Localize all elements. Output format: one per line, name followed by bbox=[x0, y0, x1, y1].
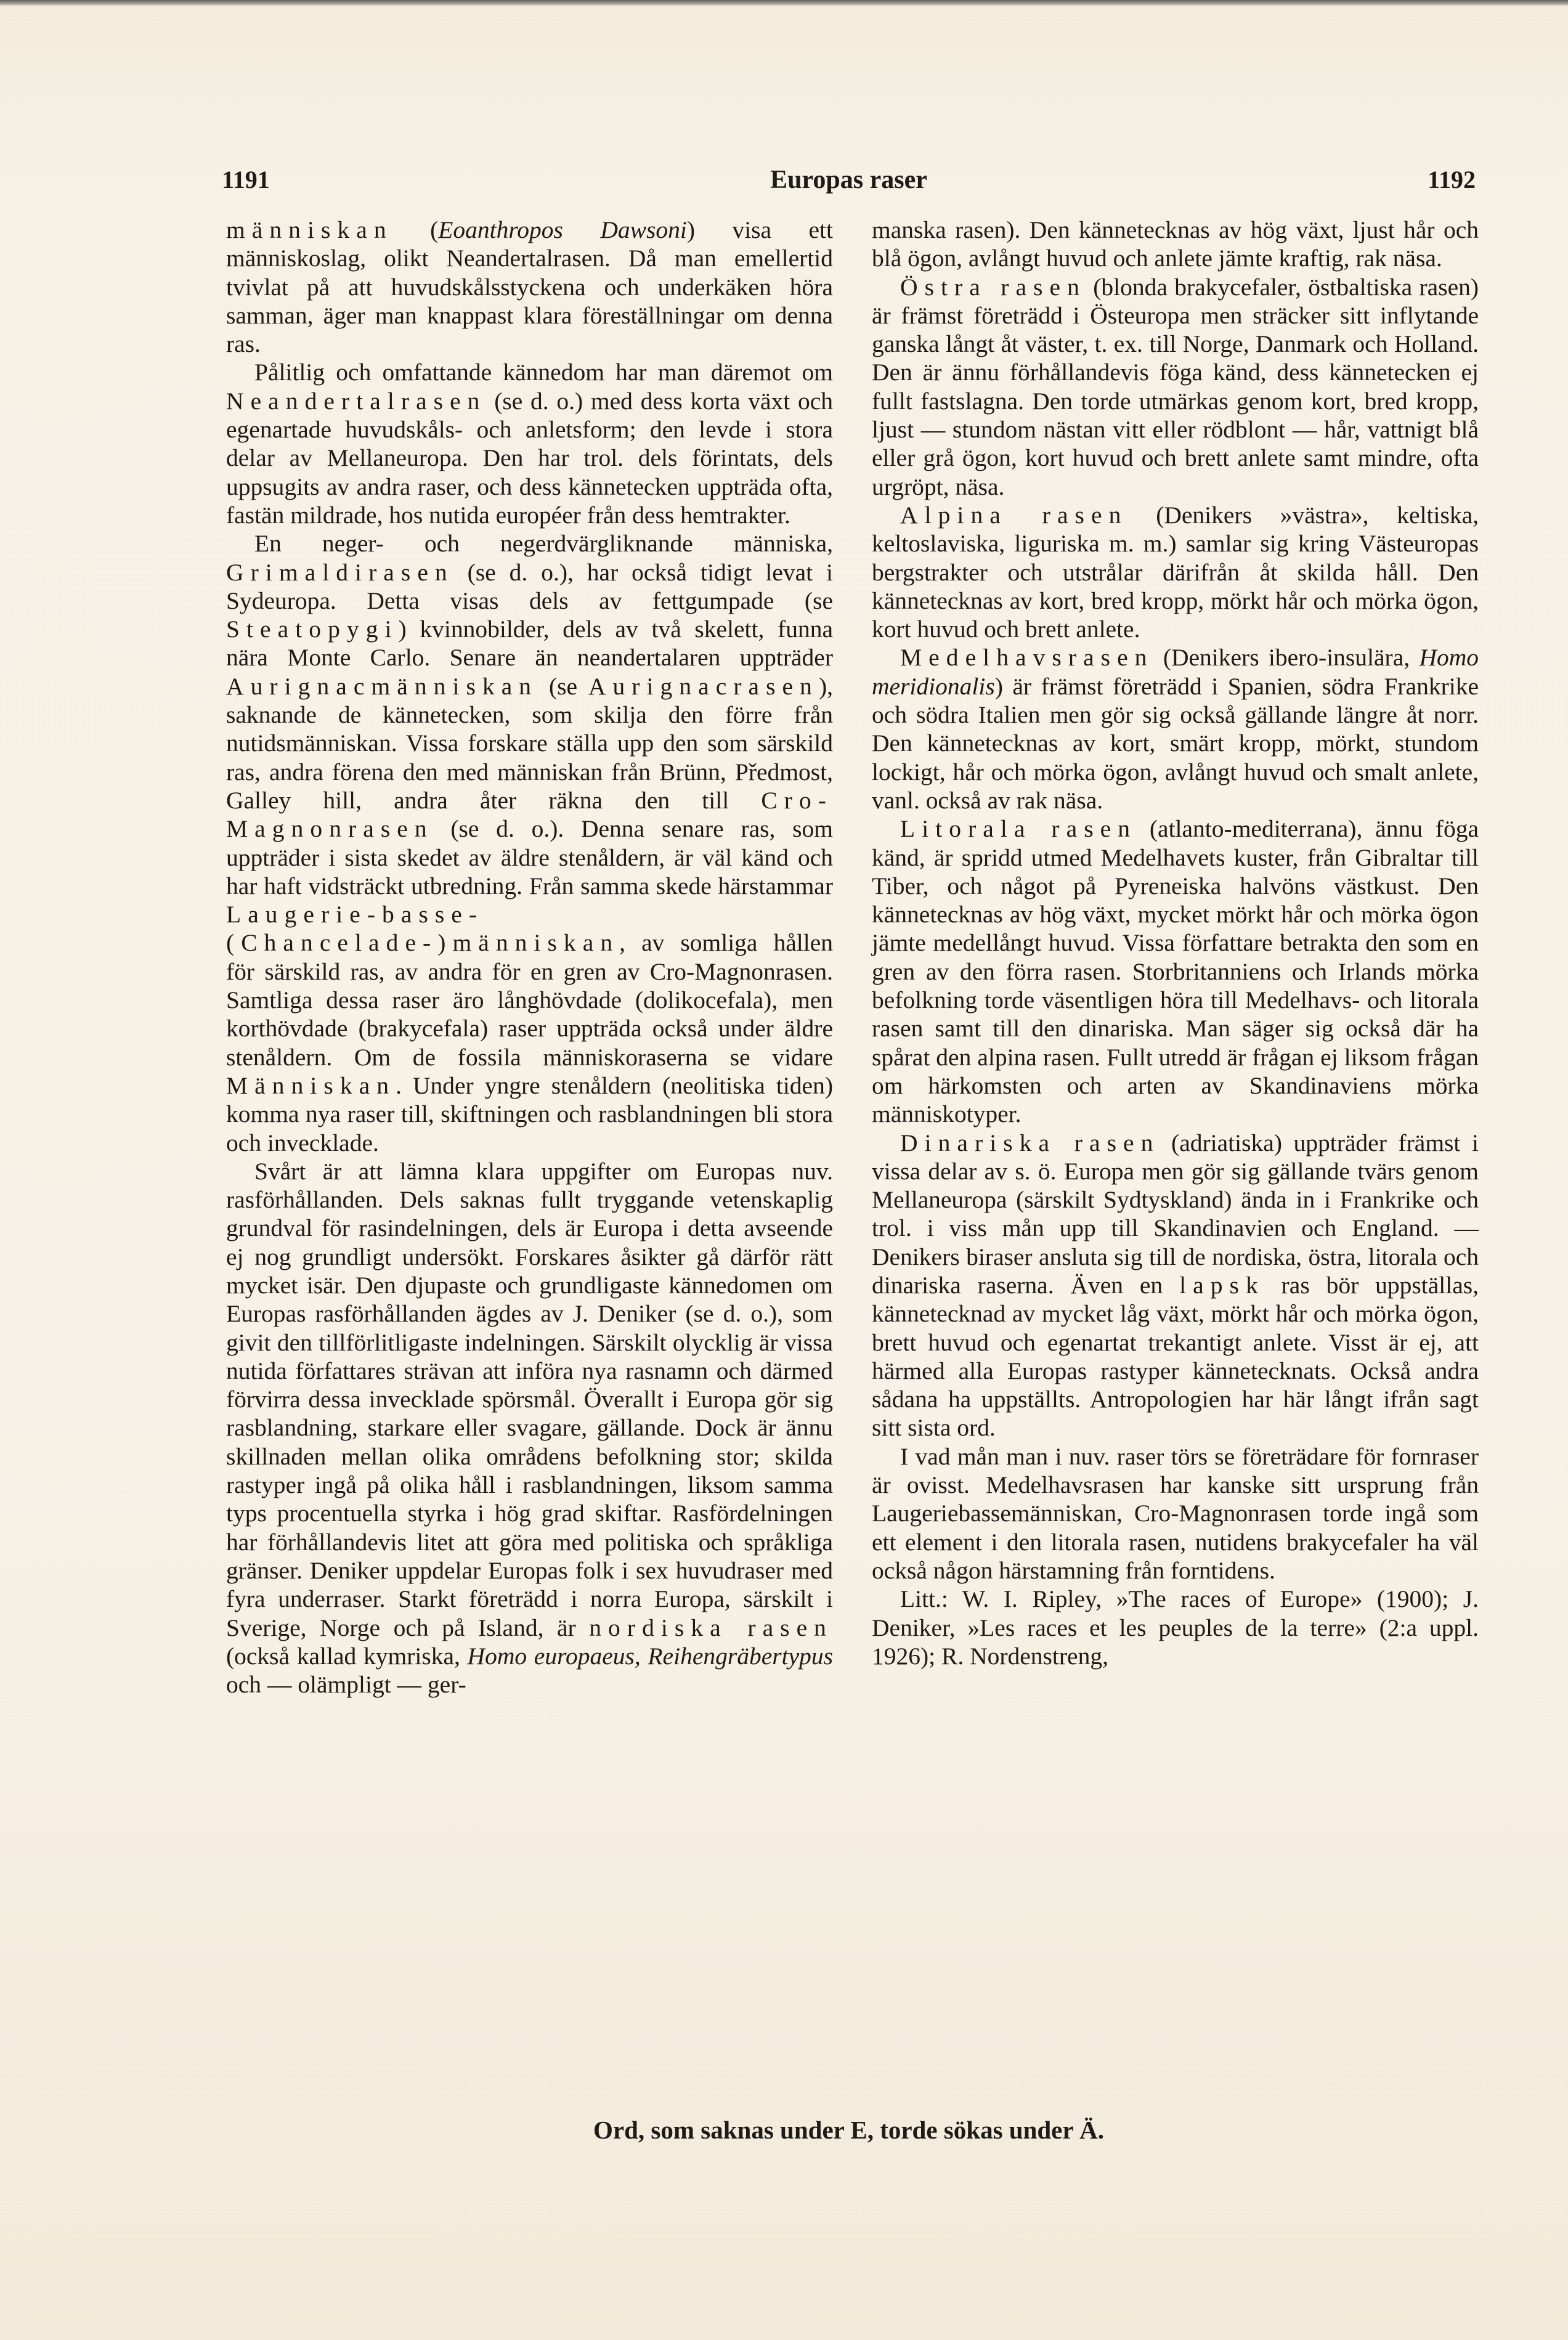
page-number-right: 1192 bbox=[1428, 166, 1476, 193]
paragraph bbox=[872, 1442, 1479, 1585]
text-run: (också kallad kymriska, bbox=[226, 1642, 468, 1670]
running-title: Europas raser bbox=[770, 166, 927, 194]
text-run: (Denikers »västra», keltiska, keltoslaviska, liguriska m. m.) samlar sig kring Västeuropas bergstrakter och utstrålar därifrån åt skilda håll. Den kännetecknas av kort, bred kropp, mörkt hår och mörka ögon, kort huvud och brett anlete. bbox=[872, 501, 1479, 643]
paragraph bbox=[872, 1585, 1479, 1670]
page-header bbox=[222, 165, 1476, 202]
text-run: (blonda brakycefaler, östbaltiska rasen) är främst företrädd i Östeuropa men sträcker sitt inflytande ganska långt åt väster, t. ex. till Norge, Danmark och Holland. Den är ännu förhållandevis föga känd, dess kännetecken ej fullt fastslagna. Den torde utmärkas genom kort, bred kropp, ljust — stundom nästan vitt eller rödblont — hår, vattnigt blå eller grå ögon, kort huvud och brett anlete samt mindre, ofta urgröpt, näsa. bbox=[872, 273, 1479, 500]
text-run: ), saknande de kännetecken, som skilja den förre från nutidsmänniskan. Vissa forskare ställa upp den som särskild ras, andra förena den med människan från Brünn, Předmost, Galley hill, andra åter räkna den till bbox=[226, 672, 833, 814]
left-column bbox=[226, 216, 833, 1699]
text-run: (Denikers ibero-insulära, bbox=[1153, 644, 1420, 672]
spaced-term: Medelhavsrasen bbox=[900, 644, 1154, 672]
spaced-term: Människan bbox=[226, 1071, 396, 1099]
text-run: I vad mån man i nuv. raser törs se företrädare för fornraser är ovisst. Medelhavsrasen har kanske sitt ursprung från Laugeriebassemänniskan, Cro-Magnonrasen torde ingå som ett element i den litorala rasen, nutidens brakycefaler ha väl också någon härstamning från forntidens. bbox=[872, 1442, 1479, 1584]
spaced-term: Alpina rasen bbox=[900, 501, 1128, 529]
text-run: ) kvinnobilder, dels av två skelett, funna nära Monte Carlo. Senare än neandertalaren uppträder bbox=[226, 615, 833, 672]
text-run: Pålitlig och omfattande kännedom har man däremot om bbox=[254, 359, 833, 386]
spaced-term: lapsk bbox=[1179, 1271, 1265, 1299]
paragraph bbox=[872, 815, 1479, 1128]
spaced-term: Steatopygi bbox=[226, 615, 399, 643]
spaced-term: Cro-Magnonrasen bbox=[226, 786, 833, 843]
text-run: Svårt är att lämna klara uppgifter om Europas nuv. rasförhållanden. Dels saknas fullt tryggande vetenskaplig grundval för rasindelningen, dels är Europa i detta avseende ej nog grundligt undersökt. Forskares åsikter gå därför rätt mycket isär. Den djupaste och grundligaste kännedomen om Europas rasförhållanden ägdes av J. Deniker (se d. o.), som givit den tillförlitligaste indelningen. Särskilt olycklig är vissa nutida författares strävan att införa nya rasnamn och därmed förvirra dessa invecklade spörsmål. Överallt i Europa gör sig rasblandning, starkare eller svagare, gällande. Dock är ännu skillnaden mellan olika områdens befolkning stor; skilda rastyper ingå på olika håll i rasblandningen, liksom samma typs procentuella styrka i hög grad skiftar. Rasfördelningen har förhållandevis litet att göra med politiska och språkliga gränser. Deniker uppdelar Europas folk i sex huvudraser med fyra underraser. Starkt företrädd i norra Europa, särskilt i Sverige, Norge och på Island, är bbox=[226, 1157, 833, 1641]
spaced-term: Aurignacrasen bbox=[588, 672, 819, 700]
paragraph bbox=[872, 643, 1479, 815]
spaced-term: Dinariska rasen bbox=[900, 1129, 1160, 1156]
footer-note: Ord, som saknas under E, torde sökas under Ä. bbox=[593, 2116, 1104, 2144]
text-run: ras bör uppställas, kännetecknad av mycket låg växt, mörkt hår och mörka ögon, brett huvud och egenartat trekantigt anlete. Visst är ej, att härmed alla Europas rastyper kännetecknats. Också andra sådana ha uppställts. Antropologien har här långt ifrån sagt sitt sista ord. bbox=[872, 1271, 1479, 1442]
spaced-term: nordiska rasen bbox=[589, 1614, 833, 1641]
text-run: , av somliga hållen för särskild ras, av andra för en gren av Cro-Magnonrasen. Samtliga dessa raser äro långhövdade (dolikocefala), men korthövdade (brakycefala) raser uppträda också under äldre stenåldern. Om de fossila människoraserna se vidare bbox=[226, 929, 833, 1071]
italic-term: Homo meridionalis bbox=[872, 644, 1479, 700]
text-run: ) visa ett människoslag, olikt Neandertalrasen. Då man emellertid tvivlat på att huvudskålsstyckena och underkäken höra samman, äger man knappast klara föreställningar om denna ras. bbox=[226, 216, 833, 358]
spaced-term: Aurignacmänniskan bbox=[226, 672, 538, 700]
text-run: (adriatiska) uppträder främst i vissa delar av s. ö. Europa men gör sig gällande tvärs genom Mellaneuropa (särskilt Sydtyskland) ända in i Frankrike och trol. i viss mån upp till Skandinavien och England. — Denikers biraser ansluta sig till de nordiska, östra, litorala och dinariska raserna. Även en bbox=[872, 1129, 1479, 1299]
scan-edge bbox=[0, 0, 1568, 6]
paragraph bbox=[872, 216, 1479, 273]
spaced-term: Neandertalrasen bbox=[226, 387, 487, 415]
spaced-term: Litorala rasen bbox=[900, 815, 1137, 843]
paragraph bbox=[226, 529, 833, 1157]
text-run: (se d. o.), har också tidigt levat i Sydeuropa. Detta visas dels av fettgumpade (se bbox=[226, 558, 833, 614]
text-run: (atlanto-mediterrana), ännu föga känd, är spridd utmed Medelhavets kuster, från Gibraltar till Tiber, och något på Pyreneiska halvöns västkust. Den kännetecknas av hög växt, mycket mörkt hår och mörka ögon jämte medellångt huvud. Vissa författare betrakta den som en gren av den förra rasen. Storbritanniens och Irlands mörka befolkning torde väsentligen höra till Medelhavs- och litorala rasen samt till den dinariska. Man säger sig också där ha spårat den alpina rasen. Fullt utredd är frågan ej liksom frågan om härkomsten och arten av Skandinaviens mörka människotyper. bbox=[872, 815, 1479, 1128]
text-run: (se bbox=[538, 672, 588, 700]
text-run: Litt.: W. I. Ripley, »The races of Europe» (1900); J. Deniker, »Les races et les peuples de la terre» (2:a uppl. 1926); R. Nordenstreng, bbox=[872, 1585, 1479, 1670]
text-run: En neger- och negerdvärgliknande människa, bbox=[254, 530, 833, 558]
text-run: (se d. o.) med dess korta växt och egenartade huvudskåls- och anletsform; den levde i stora delar av Mellaneuropa. Den har trol. dels förintats, dels uppsugits av andra raser, och dess kännetecken uppträda ofta, fastän mildrade, hos nutida européer från dess hemtrakter. bbox=[226, 387, 833, 529]
text-run: och — olämpligt — ger- bbox=[226, 1671, 466, 1699]
spaced-term: Laugerie-basse-(Chancelade-)människan bbox=[226, 901, 620, 957]
paragraph bbox=[226, 1157, 833, 1699]
paragraph bbox=[872, 501, 1479, 643]
page-number-left: 1191 bbox=[222, 166, 270, 193]
paragraph bbox=[226, 216, 833, 358]
text-run: ) är främst företrädd i Spanien, södra Frankrike och södra Italien men gör sig också gällande längre åt norr. Den kännetecknas av kort, smärt kropp, mörkt, stundom lockigt, hår och mörka ögon, avlångt huvud och smalt anlete, vanl. också av rak näsa. bbox=[872, 672, 1479, 814]
italic-term: Homo europaeus, Reihengräbertypus bbox=[467, 1642, 834, 1670]
paragraph bbox=[872, 273, 1479, 501]
italic-term: Eoanthropos Dawsoni bbox=[438, 216, 687, 243]
text-run: . Under yngre stenåldern (neolitiska tiden) komma nya raser till, skiftningen och rasblandningen bli stora och invecklade. bbox=[226, 1071, 833, 1156]
spaced-term: Grimaldirasen bbox=[226, 558, 454, 586]
text-run: (se d. o.). Denna senare ras, som uppträder i sista skedet av äldre stenåldern, är väl känd och har haft vidsträckt utbredning. Från samma skede härstammar bbox=[226, 815, 833, 900]
paragraph bbox=[872, 1129, 1479, 1442]
paragraph bbox=[226, 358, 833, 529]
text-run: ( bbox=[392, 216, 439, 243]
spaced-term: människan bbox=[226, 216, 393, 243]
text-run: manska rasen). Den kännetecknas av hög växt, ljust hår och blå ögon, avlångt huvud och anlete jämte kraftig, rak näsa. bbox=[872, 216, 1479, 272]
spaced-term: Östra rasen bbox=[900, 273, 1086, 301]
right-column bbox=[872, 216, 1479, 1670]
